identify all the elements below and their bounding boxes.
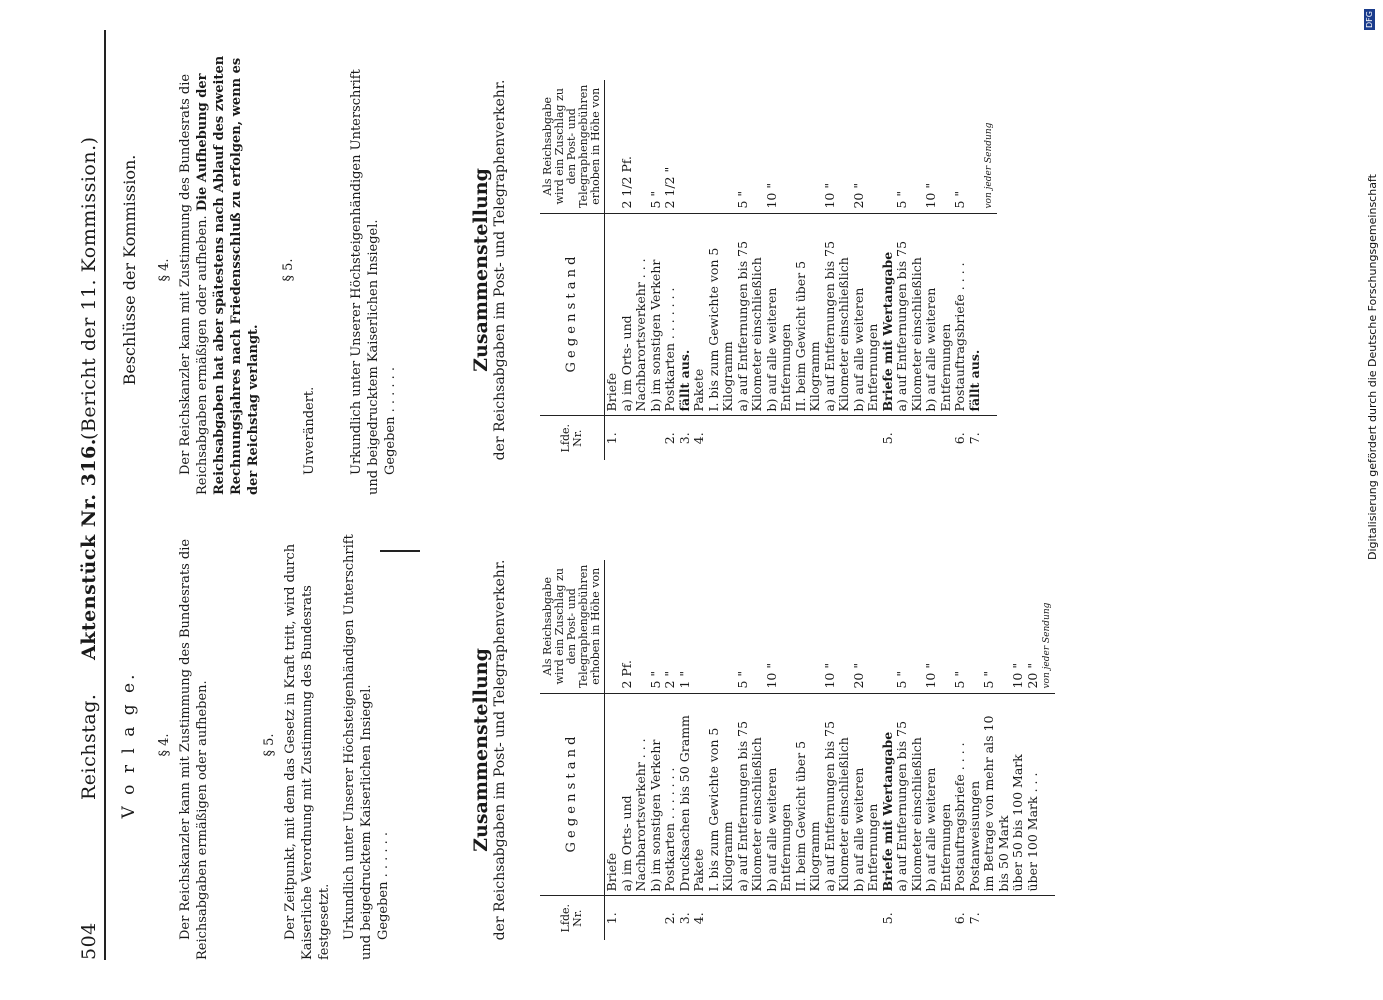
row-number: 3.: [678, 416, 693, 460]
table-row: [968, 80, 983, 460]
row-subject: Drucksachen bis 50 Gramm: [678, 693, 693, 896]
row-subject: b) auf alle weiteren Entfernungen: [852, 213, 881, 416]
row-number: 2.: [663, 416, 678, 460]
empty-cell: [1040, 896, 1055, 940]
table-row: [823, 560, 852, 940]
row-number: [649, 416, 664, 460]
table-row: [605, 80, 620, 460]
row-subject: Briefe: [605, 213, 620, 416]
row-value: 20 ": [850, 182, 866, 209]
table-row: [794, 80, 823, 460]
row-value: 1 ": [676, 670, 692, 689]
row-number: [852, 896, 881, 940]
row-value: 10 ": [821, 182, 837, 209]
row-subject: über 100 Mark . . .: [1026, 693, 1041, 896]
row-subject: a) im Orts- und Nachbarortsverkehr . . .: [620, 693, 649, 896]
table-row: [852, 560, 881, 940]
right-col-nr: Lfde. Nr.: [540, 416, 605, 460]
right-rates-table: [540, 80, 997, 460]
row-subject: Postkarten . . . . . . .: [663, 213, 678, 416]
beschluesse-column: [115, 45, 399, 495]
table-row: [895, 80, 924, 460]
row-subject: b) auf alle weiteren Entfernungen: [765, 693, 794, 896]
row-subject: b) im sonstigen Verkehr: [649, 213, 664, 416]
table-row: [765, 80, 794, 460]
row-subject: I. bis zum Gewichte von 5 Kilogramm: [707, 693, 736, 896]
row-value: 2 1/2 Pf.: [618, 155, 634, 209]
row-subject: b) auf alle weiteren Entfernungen: [924, 693, 953, 896]
row-value: 5 ": [894, 670, 909, 689]
right-table-title: Zusammenstellung: [470, 168, 492, 372]
row-number: [620, 896, 649, 940]
row-number: 6.: [953, 416, 968, 460]
row-number: [852, 416, 881, 460]
vorlage-column: [115, 530, 392, 960]
row-subject: Postkarten . . . . . . .: [663, 693, 678, 896]
beschluesse-closing: Urkundlich unter Unserer Höchsteigenhändigen Unterschrift und beigedrucktem Kaiserlichen Insiegel.: [349, 69, 381, 495]
table-row: [794, 560, 823, 940]
vorlage-par5-text: Der Zeitpunkt, mit dem das Gesetz in Kraft tritt, wird durch Kaiserliche Verordnung mit Zustimmung des Bundesrats festgesetzt.: [283, 543, 332, 960]
row-number: 4.: [692, 896, 707, 940]
table-row: [707, 80, 736, 460]
table-row: [707, 560, 736, 940]
row-subject: a) auf Entfernungen bis 75 Kilometer einschließlich: [895, 213, 924, 416]
row-value: 5 ": [952, 190, 967, 209]
row-value: [794, 560, 823, 693]
right-table-body: [605, 80, 997, 460]
row-subject: b) auf alle weiteren Entfernungen: [765, 213, 794, 416]
row-subject: Pakete: [692, 213, 707, 416]
row-number: 2.: [663, 896, 678, 940]
beschluesse-given: Gegeben . . . . . .: [383, 366, 398, 475]
row-subject: Briefe: [605, 693, 620, 896]
table-row: [678, 80, 693, 460]
row-number: 7.: [968, 896, 983, 940]
row-number: [707, 416, 736, 460]
row-subject: I. bis zum Gewichte von 5 Kilogramm: [707, 213, 736, 416]
per-item-note: von jeder Sendung: [984, 122, 994, 209]
empty-cell: [982, 213, 997, 416]
row-value: 10 ": [821, 662, 837, 689]
table-row: [982, 560, 1011, 940]
table-row: [895, 560, 924, 940]
vorlage-par4-title: § 4.: [157, 733, 172, 757]
row-value: 10 ": [763, 182, 779, 209]
beschluesse-par4-text: [177, 45, 262, 495]
row-subject: im Betrage von mehr als 10 bis 50 Mark: [982, 693, 1011, 896]
row-number: [823, 896, 852, 940]
table-row: [663, 80, 678, 460]
row-value: [794, 80, 823, 213]
header-title: Aktenstück Nr. 316.: [78, 438, 100, 660]
row-value: 20 ": [1024, 662, 1040, 689]
row-number: 1.: [605, 416, 620, 460]
row-number: [736, 896, 765, 940]
dfg-badge: DFG: [1365, 11, 1374, 28]
right-col-subject: G e g e n s t a n d: [540, 213, 605, 416]
empty-cell: [1040, 693, 1055, 896]
table-row: [968, 560, 983, 940]
left-table-caption: [470, 540, 509, 960]
left-col-subject: G e g e n s t a n d: [540, 693, 605, 896]
row-subject: Postauftragsbriefe . . . .: [953, 213, 968, 416]
beschluesse-par4-bold: Die Aufhebung der Reichsabgaben hat aber spätestens nach Ablauf des zweiten Rechnungsjahres nach Friedensschluß zu erfolgen, wenn es der Reichstag verlangt.: [195, 55, 261, 495]
row-subject: II. beim Gewicht über 5 Kilogramm: [794, 213, 823, 416]
table-row: [736, 560, 765, 940]
table-row: [692, 560, 707, 940]
header-right: (Bericht der 11. Kommission.): [78, 136, 100, 440]
row-number: [707, 896, 736, 940]
row-subject: b) auf alle weiteren Entfernungen: [852, 693, 881, 896]
row-number: 4.: [692, 416, 707, 460]
row-subject: a) auf Entfernungen bis 75 Kilometer einschließlich: [895, 693, 924, 896]
row-number: [794, 416, 823, 460]
row-subject: II. beim Gewicht über 5 Kilogramm: [794, 693, 823, 896]
row-value: [605, 560, 620, 693]
row-subject: a) auf Entfernungen bis 75 Kilometer einschließlich: [823, 213, 852, 416]
per-item-note: von jeder Sendung: [1042, 602, 1052, 689]
row-subject: über 50 bis 100 Mark: [1011, 693, 1026, 896]
vorlage-closing: Urkundlich unter Unserer Höchsteigenhändigen Unterschrift und beigedrucktem Kaiserlichen Insiegel.: [342, 534, 374, 960]
table-row: [852, 80, 881, 460]
row-subject: b) im sonstigen Verkehr: [649, 693, 664, 896]
row-number: [924, 896, 953, 940]
beschluesse-heading: Beschlüsse der Kommission.: [120, 154, 139, 386]
left-col-value: Als Reichsabgabe wird ein Zuschlag zu den Post- und Telegraphengebühren erhoben in Höhe von: [540, 560, 605, 693]
table-row: [736, 80, 765, 460]
per-item-note-row: [982, 80, 997, 460]
header-left: Reichstag.: [78, 693, 100, 800]
row-number: [620, 416, 649, 460]
row-number: [794, 896, 823, 940]
row-value: [968, 560, 983, 693]
row-number: [895, 896, 924, 940]
beschluesse-par5-text: Unverändert.: [302, 386, 317, 475]
row-value: 5 ": [647, 190, 663, 209]
table-row: [924, 560, 953, 940]
row-subject: fällt aus.: [968, 213, 983, 416]
row-value: 5 ": [734, 670, 750, 689]
table-row: [881, 560, 896, 940]
vorlage-given: Gegeben . . . . . .: [376, 831, 391, 940]
vorlage-par5-title: § 5.: [262, 733, 277, 757]
row-subject: a) im Orts- und Nachbarortsverkehr . . .: [620, 213, 649, 416]
row-number: [823, 416, 852, 460]
right-col-value: Als Reichsabgabe wird ein Zuschlag zu den Post- und Telegraphengebühren erhoben in Höhe von: [540, 80, 605, 213]
row-value: [707, 560, 736, 693]
row-number: [649, 896, 664, 940]
row-number: [765, 416, 794, 460]
per-item-note-row: [1040, 560, 1055, 940]
row-number: [1026, 896, 1041, 940]
beschluesse-par4-title: § 4.: [157, 258, 172, 282]
row-number: 1.: [605, 896, 620, 940]
row-value: [881, 560, 896, 693]
column-divider-mark: [380, 551, 420, 553]
table-row: [692, 80, 707, 460]
digitization-note: Digitalisierung gefördert durch die Deutsche Forschungsgemeinschaft: [1366, 174, 1379, 560]
row-value: 10 ": [1010, 662, 1025, 689]
right-table-header-row: [540, 80, 605, 460]
table-row: [953, 560, 968, 940]
row-value: [968, 80, 983, 213]
row-value: 5 ": [952, 670, 967, 689]
row-subject: a) auf Entfernungen bis 75 Kilometer einschließlich: [736, 213, 765, 416]
row-subject: Briefe mit Wertangabe: [881, 693, 896, 896]
table-row: [678, 560, 693, 940]
left-col-nr: Lfde. Nr.: [540, 896, 605, 940]
table-row: [620, 560, 649, 940]
row-number: [736, 416, 765, 460]
row-value: [605, 80, 620, 213]
row-value: 5 ": [981, 670, 996, 689]
table-row: [823, 80, 852, 460]
left-table-header-row: [540, 560, 605, 940]
row-number: [1011, 896, 1026, 940]
row-subject: fällt aus.: [678, 213, 693, 416]
row-number: [765, 896, 794, 940]
row-subject: b) auf alle weiteren Entfernungen: [924, 213, 953, 416]
row-subject: a) auf Entfernungen bis 75 Kilometer einschließlich: [823, 693, 852, 896]
row-value: 10 ": [923, 182, 938, 209]
row-number: 7.: [968, 416, 983, 460]
empty-cell: [982, 416, 997, 460]
row-number: [982, 896, 1011, 940]
row-number: 5.: [881, 896, 896, 940]
left-rates-table: [540, 560, 1055, 940]
row-value: 10 ": [763, 662, 779, 689]
row-number: 5.: [881, 416, 896, 460]
beschluesse-par4-plain: Der Reichskanzler kann mit Zustimmung des Bundesrats die Reichsabgaben ermäßigen oder aufheben.: [178, 73, 210, 495]
row-value: 2 Pf.: [618, 660, 634, 689]
table-row: [620, 80, 649, 460]
table-row: [1011, 560, 1026, 940]
row-subject: Postanweisungen: [968, 693, 983, 896]
row-value: 5 ": [894, 190, 909, 209]
table-row: [605, 560, 620, 940]
right-table-subtitle: der Reichsabgaben im Post- und Telegraphenverkehr.: [492, 79, 508, 461]
vorlage-heading: V o r l a g e.: [119, 671, 139, 819]
table-row: [924, 80, 953, 460]
table-row: [881, 80, 896, 460]
row-number: [924, 416, 953, 460]
row-value: 10 ": [923, 662, 938, 689]
row-value: [881, 80, 896, 213]
row-number: [895, 416, 924, 460]
table-row: [953, 80, 968, 460]
row-value: 5 ": [734, 190, 750, 209]
beschluesse-par5-title: § 5.: [281, 258, 296, 282]
row-value: 5 ": [647, 670, 663, 689]
table-row: [663, 560, 678, 940]
row-value: [678, 80, 693, 213]
table-row: [649, 80, 664, 460]
vorlage-par4-text: Der Reichskanzler kann mit Zustimmung des Bundesrats die Reichsabgaben ermäßigen oder aufheben.: [178, 538, 210, 960]
row-subject: Briefe mit Wertangabe: [881, 213, 896, 416]
row-value: [707, 80, 736, 213]
left-table-body: [605, 560, 1055, 940]
row-value: [692, 80, 707, 213]
row-value: [692, 560, 707, 693]
row-value: 20 ": [850, 662, 866, 689]
right-table-caption: [470, 60, 509, 480]
row-number: 3.: [678, 896, 693, 940]
left-table-title: Zusammenstellung: [470, 648, 492, 852]
table-row: [765, 560, 794, 940]
page-number: 504: [78, 922, 100, 960]
row-subject: Pakete: [692, 693, 707, 896]
table-row: [649, 560, 664, 940]
row-value: 2 1/2 ": [662, 166, 677, 209]
left-table-subtitle: der Reichsabgaben im Post- und Telegraphenverkehr.: [492, 559, 508, 941]
header-rule: [104, 30, 106, 960]
row-number: 6.: [953, 896, 968, 940]
row-value: 2 ": [662, 670, 677, 689]
row-subject: a) auf Entfernungen bis 75 Kilometer einschließlich: [736, 693, 765, 896]
table-row: [1026, 560, 1041, 940]
row-subject: Postauftragsbriefe . . . .: [953, 693, 968, 896]
